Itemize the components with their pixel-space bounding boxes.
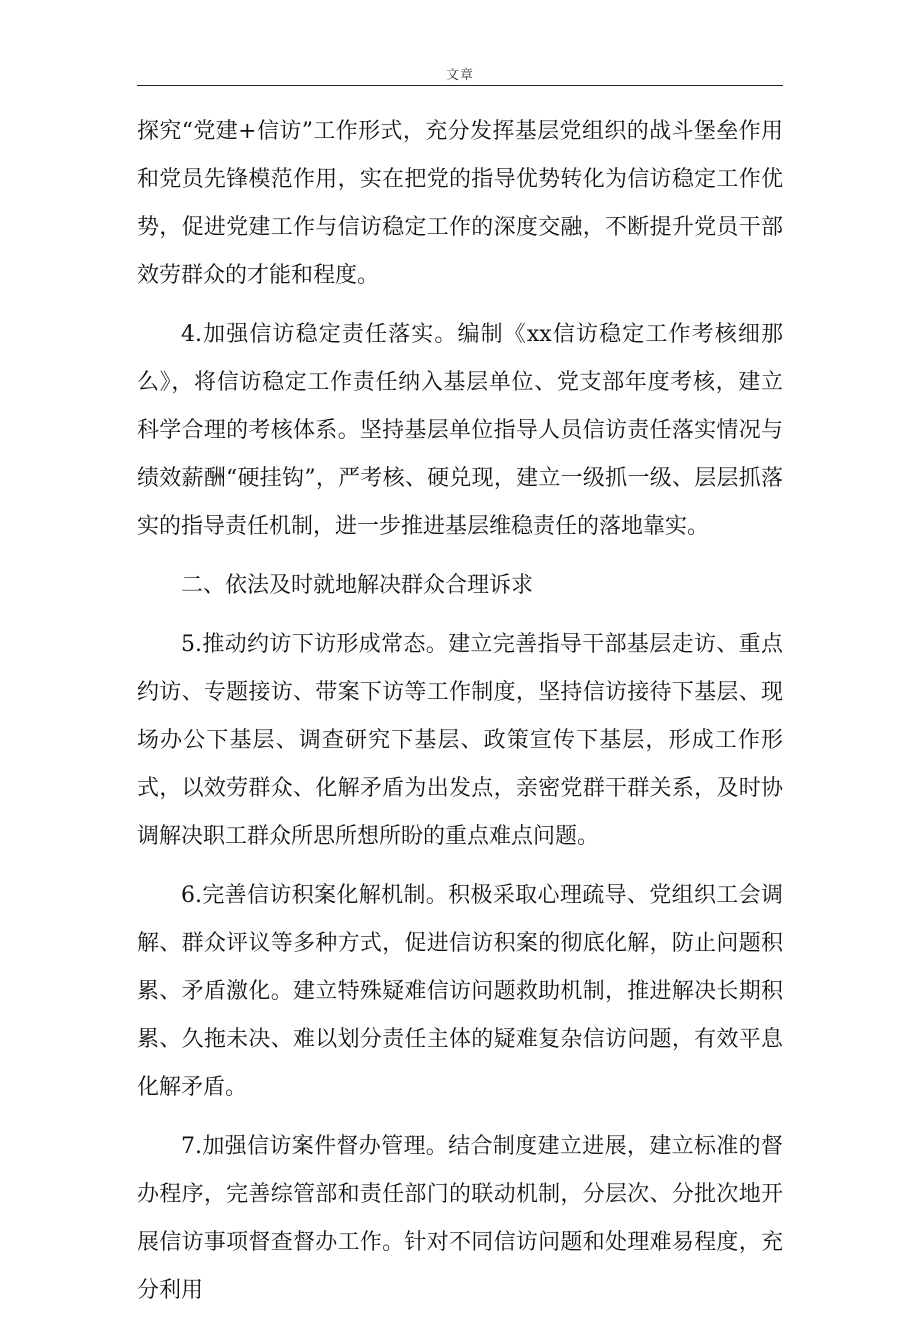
section-heading-2: 二、依法及时就地解决群众合理诉求: [181, 573, 534, 598]
header-divider: [137, 85, 783, 86]
page-header-title: 文章: [445, 68, 474, 83]
paragraph-item-6: 6.完善信访积案化解机制。积极采取心理疏导、党组织工会调解、群众评议等多种方式，促进信访积案的彻底化解，防止问题积累、矛盾激化。建立特殊疑难信访问题救助机制，推进解决长期积累、久拖未决、难以划分责任主体的疑难复杂信访问题，有效平息化解矛盾。: [137, 883, 783, 1100]
paragraph-item-4: 4.加强信访稳定责任落实。编制《xx信访稳定工作考核细那么》，将信访稳定工作责任纳入基层单位、党支部年度考核，建立科学合理的考核体系。坚持基层单位指导人员信访责任落实情况与绩效薪酬“硬挂钩”，严考核、硬兑现，建立一级抓一级、层层抓落实的指导责任机制，进一步推进基层维稳责任的落地靠实。: [137, 322, 783, 539]
document-body: [137, 108, 783, 1326]
paragraph-item-5: 5.推动约访下访形成常态。建立完善指导干部基层走访、重点约访、专题接访、带案下访等工作制度，坚持信访接待下基层、现场办公下基层、调查研究下基层、政策宣传下基层，形成工作形式，以效劳群众、化解矛盾为出发点，亲密党群干群关系，及时协调解决职工群众所思所想所盼的重点难点问题。: [137, 632, 783, 849]
paragraph-continuation: 探究“党建+信访”工作形式，充分发挥基层党组织的战斗堡垒作用和党员先锋模范作用，实在把党的指导优势转化为信访稳定工作优势，促进党建工作与信访稳定工作的深度交融，不断提升党员干部效劳群众的才能和程度。: [137, 119, 783, 288]
paragraph-item-7: 7.加强信访案件督办管理。结合制度建立进展，建立标准的督办程序，完善综管部和责任部门的联动机制，分层次、分批次地开展信访事项督查督办工作。针对不同信访问题和处理难易程度，充分利用: [137, 1134, 783, 1303]
